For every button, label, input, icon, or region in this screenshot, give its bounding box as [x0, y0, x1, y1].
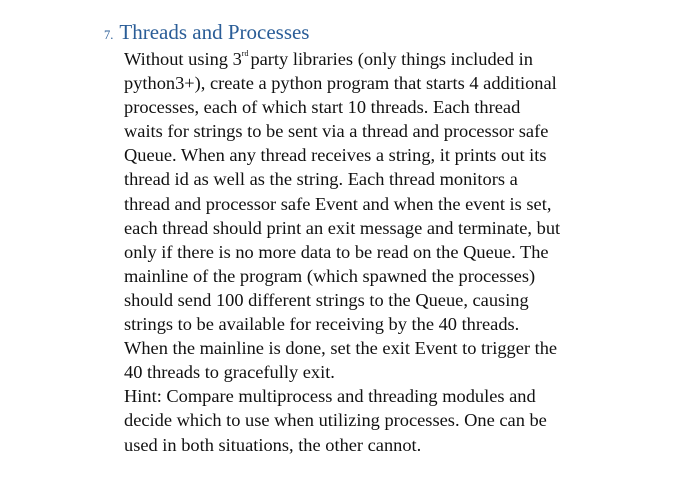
body-line: Queue. When any thread receives a string, it prints out its: [124, 145, 547, 166]
body-line: used in both situations, the other cannot.: [124, 434, 422, 455]
body-line: waits for strings to be sent via a thread and processor safe: [124, 121, 549, 142]
body-line: mainline of the program (which spawned the processes): [124, 265, 536, 286]
body-line: Hint: Compare multiprocess and threading modules and: [124, 386, 536, 407]
body-line: thread id as well as the string. Each thread monitors a: [124, 169, 518, 190]
body-line: When the mainline is done, set the exit Event to trigger the: [124, 338, 558, 359]
body-line: 40 threads to gracefully exit.: [124, 362, 335, 383]
body-line: only if there is no more data to be read on the Queue. The: [124, 241, 549, 262]
body-line: [124, 47, 694, 71]
body-line: should send 100 different strings to the Queue, causing: [124, 289, 529, 310]
question-body: [124, 47, 694, 457]
section-title: Threads and Processes: [119, 20, 310, 44]
body-line: each thread should print an exit message and terminate, but: [124, 217, 561, 238]
body-line-text: party libraries (only things included in: [250, 49, 533, 69]
body-line: python3+), create a python program that starts 4 additional: [124, 73, 557, 94]
body-line: strings to be available for receiving by the 40 threads.: [124, 314, 520, 335]
body-line: thread and processor safe Event and when the event is set,: [124, 193, 552, 214]
body-line: decide which to use when utilizing processes. One can be: [124, 410, 547, 431]
body-line-text: Without using 3: [124, 49, 242, 69]
section-heading: [104, 20, 309, 45]
ordinal-superscript: rd: [241, 49, 249, 58]
body-line: processes, each of which start 10 threads. Each thread: [124, 97, 521, 118]
section-number: 7.: [104, 28, 114, 42]
